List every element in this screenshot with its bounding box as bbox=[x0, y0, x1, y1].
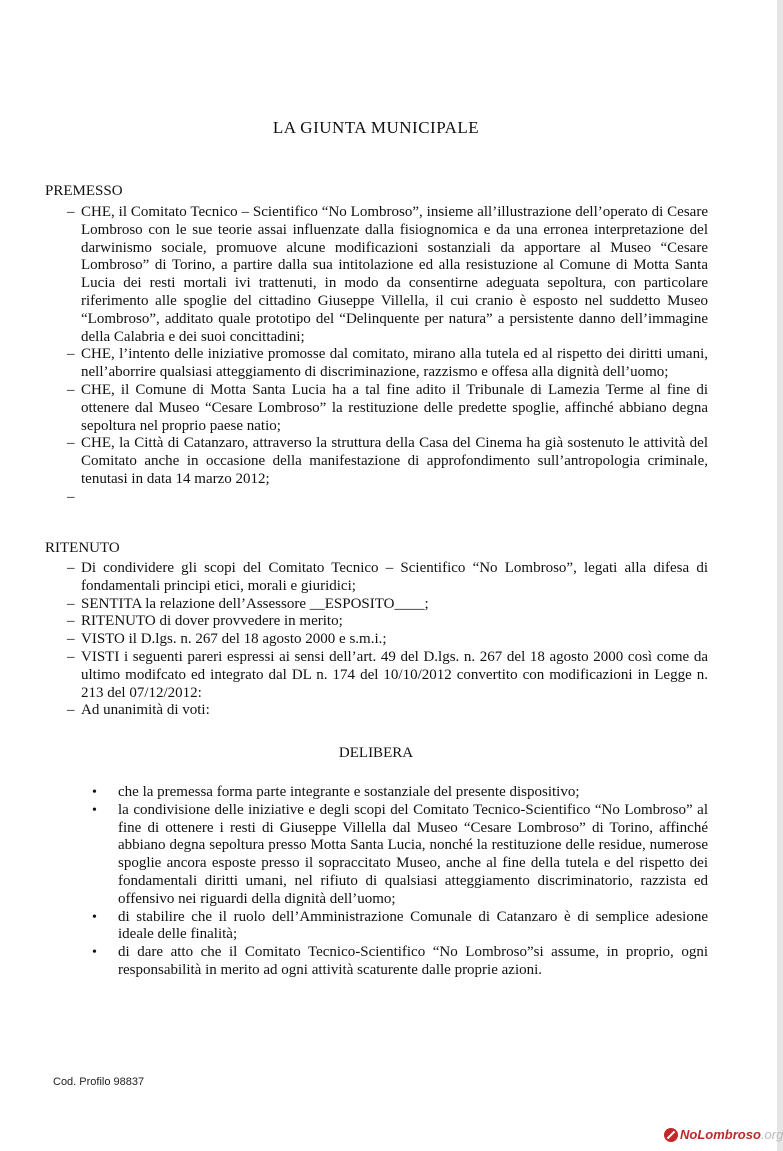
dash-marker: – bbox=[67, 346, 75, 363]
ritenuto-item-text: VISTO il D.lgs. n. 267 del 18 agosto 2000 e s.m.i.; bbox=[81, 631, 387, 648]
list-item bbox=[45, 346, 708, 382]
list-item bbox=[45, 631, 708, 649]
bullet-marker: • bbox=[92, 802, 97, 818]
dash-marker: – bbox=[67, 595, 75, 612]
watermark-ext: .org bbox=[760, 1127, 783, 1142]
watermark-logo bbox=[664, 1127, 783, 1142]
delibera-heading: DELIBERA bbox=[338, 745, 414, 761]
page-title: LA GIUNTA MUNICIPALE bbox=[272, 118, 480, 137]
premesso-item-text: CHE, la Città di Catanzaro, attraverso la struttura della Casa del Cinema ha già sostenuto le attività del Comitato anche in occasione della manifestazione di approfondimento sull’antropologia criminale, tenutasi in data 14 marzo 2012; bbox=[81, 435, 708, 487]
delibera-list bbox=[90, 784, 708, 980]
ritenuto-item-text: SENTITA la relazione dell’Assessore __ESPOSITO____; bbox=[81, 595, 429, 612]
bullet-marker: • bbox=[92, 909, 97, 925]
watermark-no: No bbox=[680, 1127, 698, 1142]
dash-marker: – bbox=[67, 648, 75, 665]
ritenuto-list bbox=[45, 560, 708, 720]
list-item bbox=[45, 596, 708, 614]
delibera-item-text: di stabilire che il ruolo dell’Amministrazione Comunale di Catanzaro è di semplice adesione ideale delle finalità; bbox=[118, 908, 708, 943]
profile-code: Cod. Profilo 98837 bbox=[53, 1076, 145, 1088]
list-item bbox=[45, 204, 708, 346]
ritenuto-heading: RITENUTO bbox=[45, 540, 120, 556]
list-item bbox=[90, 909, 708, 945]
ritenuto-item-text: VISTI i seguenti pareri espressi ai sensi dell’art. 49 del D.lgs. n. 267 del 18 agosto 2000 così come da ultimo modifcato ed integrato dal DL n. 174 del 10/10/2012 convertito con modificazioni in Legge n. 213 del 07/12/2012: bbox=[81, 648, 708, 701]
ritenuto-item-text: Di condividere gli scopi del Comitato Tecnico – Scientifico “No Lombroso”, legati alla difesa di fondamentali principi etici, morali e giuridici; bbox=[81, 560, 708, 594]
premesso-item-text: CHE, l’intento delle iniziative promosse dal comitato, mirano alla tutela ed al rispetto dei diritti umani, nell’aborrire qualsiasi atteggiamento di discriminazione, razzismo e offesa alla dignità dell’uomo; bbox=[81, 346, 708, 381]
list-item bbox=[90, 944, 708, 980]
bullet-marker: • bbox=[92, 785, 97, 800]
delibera-item-text: la condivisione delle iniziative e degli scopi del Comitato Tecnico-Scientifico “No Lombroso” al fine di ottenere i resti di Giuseppe Villella dal Museo “Cesare Lombroso” di Torino, affinché abbiano degna sepoltura presso Motta Santa Lucia, nonché la restituzione delle residue, numerose spoglie ancora esposte presso il sopraccitato Museo, anche al fine della tutela e del rispetto dei fondamentali diritti umani, nel rifiuto di qualsiasi atteggiamento discriminatorio, razzista ed offensivo nei riguardi della dignità dell’uomo; bbox=[118, 801, 708, 907]
premesso-list bbox=[45, 204, 708, 507]
list-item bbox=[45, 560, 708, 596]
list-item bbox=[45, 649, 708, 702]
dash-marker: – bbox=[67, 613, 75, 630]
list-item bbox=[90, 784, 708, 802]
premesso-item-text: CHE, il Comitato Tecnico – Scientifico “No Lombroso”, insieme all’illustrazione dell’operato di Cesare Lombroso con le sue teorie assai influenzate dalla fisiognomica e da una erronea interpretazione del darwinismo sociale, promuove alcune modificazioni sostanziali da apportare al Museo “Cesare Lombroso” di Torino, a partire dalla sua intitolazione ed alla resistuzione al Comune di Motta Santa Lucia dei resti mortali ivi trattenuti, in modo da consentirne adeguata sepoltura, con particolare riferimento alle spoglie del cittadino Giuseppe Villella, il cui cranio è esposto nel suddetto Museo “Lombroso”, additato quale prototipo del “Delinquente per natura” a persistente danno dell’immagine della Calabria e dei suoi concittadini; bbox=[81, 204, 708, 345]
dash-marker: – bbox=[67, 702, 75, 719]
watermark-main: Lombroso bbox=[697, 1127, 761, 1142]
dash-marker: – bbox=[67, 488, 75, 505]
bullet-marker: • bbox=[92, 945, 97, 961]
delibera-item-text: che la premessa forma parte integrante e sostanziale del presente dispositivo; bbox=[118, 784, 580, 800]
list-item bbox=[45, 435, 708, 488]
ritenuto-item-text: Ad unanimità di voti: bbox=[81, 702, 210, 719]
list-item bbox=[45, 489, 708, 507]
list-item bbox=[90, 802, 708, 909]
premesso-heading: PREMESSO bbox=[45, 183, 123, 199]
premesso-item-text: CHE, il Comune di Motta Santa Lucia ha a tal fine adito il Tribunale di Lamezia Terme al fine di ottenere dal Museo “Cesare Lombroso” la restituzione delle predette spoglie, affinché abbiano degna sepoltura nel proprio paese natio; bbox=[81, 381, 708, 434]
dash-marker: – bbox=[67, 560, 75, 576]
dash-marker: – bbox=[67, 381, 75, 398]
dash-marker: – bbox=[67, 435, 75, 452]
list-item bbox=[45, 382, 708, 435]
list-item bbox=[45, 613, 708, 631]
ritenuto-item-text: RITENUTO di dover provvedere in merito; bbox=[81, 613, 343, 630]
page-edge bbox=[777, 0, 783, 1151]
dash-marker: – bbox=[67, 631, 75, 648]
delibera-item-text: di dare atto che il Comitato Tecnico-Scientifico “No Lombroso”si assume, in proprio, ogni responsabilità in merito ad ogni attività scaturente dalle proprie azioni. bbox=[118, 944, 708, 978]
no-sign-icon bbox=[664, 1128, 678, 1142]
list-item bbox=[45, 702, 708, 720]
dash-marker: – bbox=[67, 204, 75, 220]
